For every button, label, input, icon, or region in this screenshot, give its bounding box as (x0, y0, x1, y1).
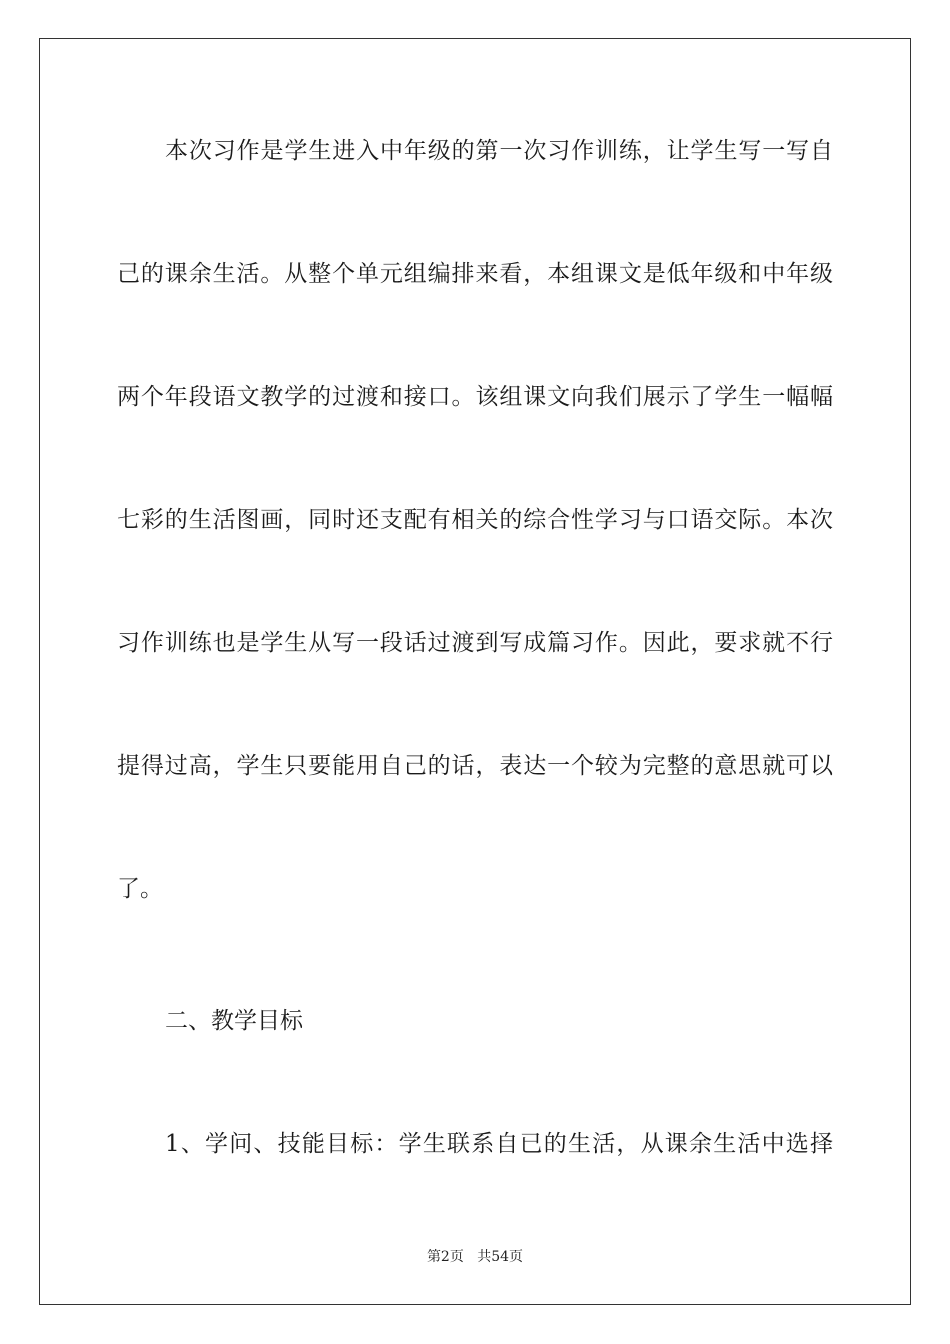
page-total: 共54页 (477, 1249, 524, 1265)
goal-line: 1、学问、技能目标：学生联系自已的生活，从课余生活中选择 (165, 1131, 833, 1157)
page-border (39, 38, 911, 1305)
page-number: 第2页 (426, 1249, 464, 1265)
section-heading: 二、教学目标 (165, 1008, 303, 1034)
paragraph-line-6: 提得过高，学生只要能用自己的话，表达一个较为完整的意思就可以 (117, 753, 833, 779)
page-footer (0, 1247, 950, 1267)
paragraph-line-2: 己的课余生活。从整个单元组编排来看，本组课文是低年级和中年级 (117, 261, 833, 287)
paragraph-line-7: 了。 (117, 876, 163, 902)
paragraph-line-3: 两个年段语文教学的过渡和接口。该组课文向我们展示了学生一幅幅 (117, 384, 833, 410)
paragraph-line-5: 习作训练也是学生从写一段话过渡到写成篇习作。因此，要求就不行 (117, 630, 833, 656)
paragraph-line-4: 七彩的生活图画，同时还支配有相关的综合性学习与口语交际。本次 (117, 507, 833, 533)
paragraph-line-1: 本次习作是学生进入中年级的第一次习作训练，让学生写一写自 (165, 138, 833, 164)
